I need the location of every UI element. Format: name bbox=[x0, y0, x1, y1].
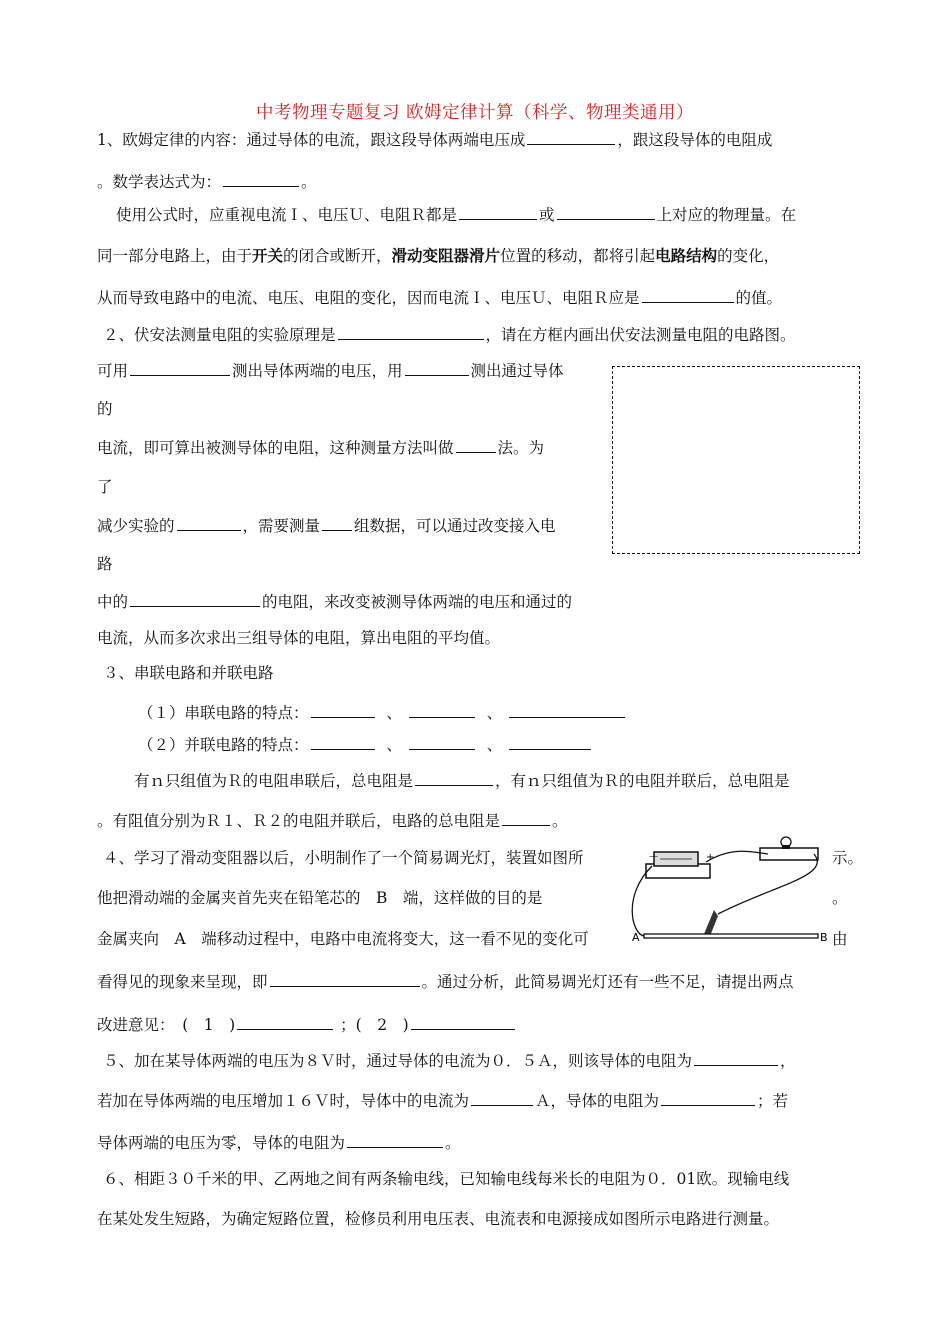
q4-line-1: ４、学习了滑动变阻器以后，小明制作了一个简易调光灯，装置如图所 bbox=[103, 849, 584, 867]
answer-blank[interactable] bbox=[338, 324, 484, 340]
q3-text: （１）串联电路的特点： bbox=[138, 704, 309, 722]
q4-line-3-end: 由 bbox=[832, 930, 848, 948]
q3-line-4 bbox=[134, 770, 790, 791]
q3-text: （２）并联电路的特点： bbox=[138, 736, 309, 754]
answer-blank[interactable] bbox=[415, 770, 493, 786]
q2-line-5: 了 bbox=[97, 478, 113, 496]
q5-text: 若加在导体两端的电压增加１６Ｖ时，导体中的电流为 bbox=[97, 1092, 470, 1110]
q5-text: ；若 bbox=[757, 1092, 789, 1110]
keyword-circuit-structure: 电路结构 bbox=[655, 246, 718, 265]
q2-text: 法。为 bbox=[497, 439, 545, 457]
q2-line-3: 的 bbox=[97, 400, 113, 418]
separator: 、 bbox=[386, 704, 402, 722]
q2-text: ，需要测量 bbox=[242, 517, 321, 535]
q1-line-4 bbox=[97, 246, 779, 266]
answer-blank[interactable] bbox=[322, 515, 352, 531]
q3-text: 。 bbox=[552, 812, 568, 830]
metal-clip-icon bbox=[704, 910, 718, 936]
q1-line-5 bbox=[97, 287, 782, 308]
q3-parallel-line bbox=[138, 734, 593, 755]
q5-text: 导体两端的电压为零，导体的电阻为 bbox=[97, 1134, 346, 1152]
q5-text: ， bbox=[780, 1052, 796, 1070]
answer-blank[interactable] bbox=[405, 360, 469, 376]
answer-blank[interactable] bbox=[527, 129, 615, 145]
q1-text: 或 bbox=[539, 206, 555, 224]
page-title: 中考物理专题复习 欧姆定律计算（科学、物理类通用） bbox=[255, 103, 695, 123]
end-a-label: A bbox=[632, 931, 640, 944]
q2-text: 可用 bbox=[97, 362, 129, 380]
answer-blank[interactable] bbox=[177, 515, 241, 531]
q3-line-1: ３、串联电路和并联电路 bbox=[103, 664, 274, 682]
q2-line-1 bbox=[103, 324, 796, 345]
q1-text: 的变化， bbox=[717, 247, 780, 265]
q3-line-5 bbox=[97, 810, 568, 831]
q1-text: 的闭合或断开， bbox=[283, 247, 392, 265]
q2-text: 中的 bbox=[97, 593, 129, 611]
q1-text: ，跟这段导体的电阻成 bbox=[617, 131, 773, 149]
answer-blank[interactable] bbox=[459, 204, 537, 220]
wire bbox=[718, 854, 817, 914]
q1-text: 使用公式时，应重视电流Ｉ、电压Ｕ、电阻Ｒ都是 bbox=[116, 206, 458, 224]
answer-blank[interactable] bbox=[311, 702, 375, 718]
answer-blank[interactable] bbox=[456, 437, 496, 453]
answer-blank[interactable] bbox=[642, 287, 734, 303]
q5-text: 。 bbox=[445, 1134, 461, 1152]
q4-line-1-end: 示。 bbox=[832, 849, 864, 867]
q1-text: 从而导致电路中的电流、电压、电阻的变化，因而电流Ｉ、电压Ｕ、电阻Ｒ应是 bbox=[97, 289, 640, 307]
answer-blank[interactable] bbox=[223, 171, 299, 187]
q5-line-2 bbox=[97, 1090, 788, 1111]
separator: 、 bbox=[486, 736, 503, 754]
q4-line-4 bbox=[97, 971, 794, 992]
q2-line-4 bbox=[97, 437, 544, 458]
separator: 、 bbox=[386, 736, 402, 754]
lamp-base bbox=[760, 848, 818, 860]
q1-text: 。数学表达式为： bbox=[97, 173, 222, 191]
answer-blank[interactable] bbox=[661, 1090, 755, 1106]
q2-text: ，请在方框内画出伏安法测量电阻的电路图。 bbox=[485, 326, 796, 344]
answer-blank[interactable] bbox=[471, 1090, 533, 1106]
q4-line-2: 他把滑动端的金属夹首先夹在铅笔芯的 B 端，这样做的目的是 bbox=[97, 889, 543, 907]
q1-text: 的值。 bbox=[735, 289, 783, 307]
pencil-lead bbox=[644, 934, 818, 938]
q4-line-5 bbox=[97, 1014, 517, 1035]
q2-line-9: 电流，从而多次求出三组导体的电阻，算出电阻的平均值。 bbox=[97, 629, 501, 647]
answer-blank[interactable] bbox=[411, 1014, 515, 1030]
q1-text: 。 bbox=[301, 173, 317, 191]
answer-blank[interactable] bbox=[237, 1014, 333, 1030]
q4-line-2-end: 。 bbox=[832, 889, 848, 907]
answer-blank[interactable] bbox=[130, 591, 260, 607]
q2-line-6 bbox=[97, 515, 556, 536]
keyword-slider: 滑动变阻器滑片 bbox=[391, 246, 501, 265]
answer-blank[interactable] bbox=[502, 810, 550, 826]
q2-text: 组数据，可以通过改变接入电 bbox=[354, 517, 556, 535]
q2-text: 测出导体两端的电压，用 bbox=[232, 362, 403, 380]
q5-line-3 bbox=[97, 1132, 461, 1153]
q1-text: 1、欧姆定律的内容：通过导体的电流，跟这段导体两端电压成 bbox=[97, 131, 526, 149]
end-b-label: B bbox=[820, 931, 828, 944]
q3-series-line bbox=[138, 702, 627, 723]
answer-blank[interactable] bbox=[270, 971, 420, 987]
q1-text: 位置的移动，都将引起 bbox=[500, 247, 656, 265]
q2-text: 测出通过导体 bbox=[470, 362, 564, 380]
q3-text: 。有阻值分别为Ｒ１、Ｒ２的电阻并联后，电路的总电阻是 bbox=[97, 812, 501, 830]
q1-line-1 bbox=[97, 129, 772, 150]
q6-line-1: ６、相距３０千米的甲、乙两地之间有两条输电线，已知输电线每米长的电阻为０．01欧。现输电线 bbox=[103, 1170, 790, 1188]
answer-blank[interactable] bbox=[509, 734, 591, 750]
q4-text: ；( 2 ) bbox=[340, 1016, 409, 1034]
q2-line-2 bbox=[97, 360, 564, 381]
q2-text: 电流，即可算出被测导体的电阻，这种测量方法叫做 bbox=[97, 439, 454, 457]
answer-blank[interactable] bbox=[347, 1132, 443, 1148]
q5-text: Ａ，导体的电阻为 bbox=[535, 1092, 660, 1110]
circuit-drawing-box[interactable] bbox=[612, 366, 860, 554]
q1-line-3 bbox=[116, 204, 796, 225]
q3-text: 有ｎ只组值为Ｒ的电阻串联后，总电阻是 bbox=[134, 772, 414, 790]
q4-line-3: 金属夹向 A 端移动过程中，电路中电流将变大，这一看不见的变化可 bbox=[97, 930, 589, 948]
q2-text: ２、伏安法测量电阻的实验原理是 bbox=[103, 326, 336, 344]
answer-blank[interactable] bbox=[311, 734, 375, 750]
q1-text: 上对应的物理量。在 bbox=[656, 206, 797, 224]
wire bbox=[706, 851, 768, 862]
q5-line-1 bbox=[103, 1050, 796, 1071]
q5-text: ５、加在某导体两端的电压为８Ｖ时，通过导体的电流为０．５Ａ，则该导体的电阻为 bbox=[103, 1052, 693, 1070]
q4-text: 。通过分析，此简易调光灯还有一些不足，请提出两点 bbox=[421, 973, 794, 991]
answer-blank[interactable] bbox=[694, 1050, 778, 1066]
bulb-socket bbox=[782, 845, 790, 849]
answer-blank[interactable] bbox=[130, 360, 230, 376]
q2-line-7: 路 bbox=[97, 555, 113, 573]
q6-line-2: 在某处发生短路，为确定短路位置，检修员利用电压表、电流表和电源接成如图所示电路进行测量。 bbox=[97, 1210, 780, 1228]
answer-blank[interactable] bbox=[509, 702, 625, 718]
answer-blank[interactable] bbox=[557, 204, 655, 220]
answer-blank[interactable] bbox=[409, 734, 475, 750]
answer-blank[interactable] bbox=[409, 702, 475, 718]
keyword-switch: 开关 bbox=[252, 246, 284, 265]
battery-minus-label: － bbox=[648, 850, 659, 863]
q2-text: 减少实验的 bbox=[97, 517, 175, 535]
q4-text: 看得见的现象来呈现，即 bbox=[97, 973, 268, 991]
q1-text: 同一部分电路上，由于 bbox=[97, 247, 253, 265]
separator: 、 bbox=[486, 704, 503, 722]
q1-line-2 bbox=[97, 171, 317, 192]
q2-line-8 bbox=[97, 591, 572, 612]
q2-text: 的电阻，来改变被测导体两端的电压和通过的 bbox=[262, 593, 573, 611]
battery-plus-label: + bbox=[706, 852, 715, 863]
q3-text: ，有ｎ只组值为Ｒ的电阻并联后，总电阻是 bbox=[495, 772, 790, 790]
dimmer-circuit-figure bbox=[622, 836, 832, 948]
q4-text: 改进意见： ( 1 ) bbox=[97, 1016, 236, 1034]
